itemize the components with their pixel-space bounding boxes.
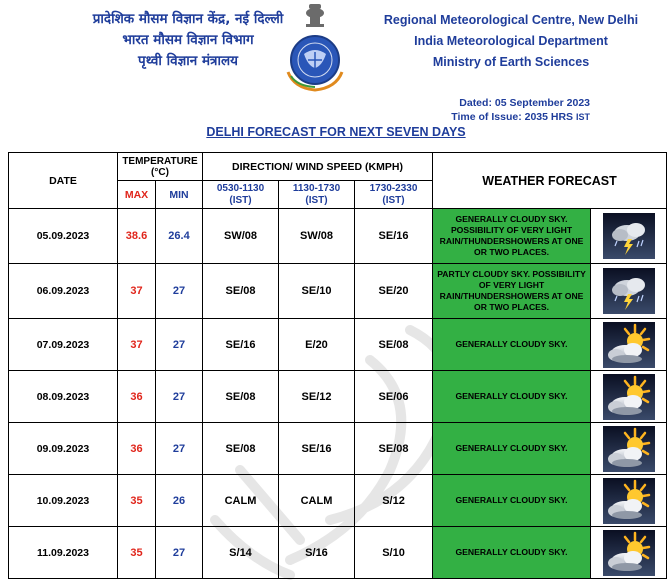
table-row bbox=[9, 527, 667, 579]
min-temp-cell: 27 bbox=[156, 319, 203, 371]
max-temp-cell: 35 bbox=[118, 527, 156, 579]
header-hindi bbox=[88, 9, 288, 72]
wind-slot3-cell: SE/20 bbox=[355, 264, 433, 319]
temperature-label: TEMPERATURE bbox=[122, 155, 198, 167]
wind-slot1-cell: SE/08 bbox=[203, 423, 279, 475]
header-hindi-line-3: पृथ्वी विज्ञान मंत्रालय bbox=[138, 53, 238, 69]
page-title: DELHI FORECAST FOR NEXT SEVEN DAYS bbox=[206, 125, 466, 139]
date-cell: 05.09.2023 bbox=[9, 209, 118, 264]
wind-header: DIRECTION/ WIND SPEED (KMPH) bbox=[203, 153, 433, 181]
forecast-icon-cell bbox=[591, 475, 667, 527]
header-english bbox=[352, 10, 670, 73]
wind-slot1-cell: S/14 bbox=[203, 527, 279, 579]
table-row bbox=[9, 319, 667, 371]
forecast-text-cell: GENERALLY CLOUDY SKY. bbox=[433, 319, 591, 371]
max-temp-cell: 37 bbox=[118, 264, 156, 319]
max-temp-cell: 38.6 bbox=[118, 209, 156, 264]
date-cell: 09.09.2023 bbox=[9, 423, 118, 475]
wind-slot2-cell: SE/12 bbox=[279, 371, 355, 423]
slot2-header bbox=[279, 181, 355, 209]
wind-slot2-cell: CALM bbox=[279, 475, 355, 527]
wind-slot1-cell: SE/08 bbox=[203, 371, 279, 423]
forecast-table bbox=[8, 152, 667, 579]
slot1-time: 0530-1130 bbox=[216, 182, 265, 194]
header-hindi-line-1: प्रादेशिक मौसम विज्ञान केंद्र, नई दिल्ली bbox=[92, 11, 284, 27]
time-of-issue-label: Time of Issue: 2035 HRS bbox=[451, 111, 574, 123]
header-english-line-2: India Meteorological Department bbox=[414, 34, 608, 48]
weather-forecast-header: WEATHER FORECAST bbox=[433, 153, 667, 209]
max-temp-cell: 36 bbox=[118, 423, 156, 475]
issue-info bbox=[451, 96, 590, 124]
wind-slot1-cell: CALM bbox=[203, 475, 279, 527]
max-header: MAX bbox=[118, 181, 156, 209]
sun-behind-cloud-icon bbox=[603, 426, 655, 472]
min-temp-cell: 27 bbox=[156, 423, 203, 475]
temperature-header bbox=[118, 153, 203, 181]
forecast-icon-cell bbox=[591, 209, 667, 264]
header-english-line-1: Regional Meteorological Centre, New Delhi bbox=[383, 13, 639, 27]
wind-slot3-cell: SE/16 bbox=[355, 209, 433, 264]
wind-slot1-cell: SE/08 bbox=[203, 264, 279, 319]
thunderstorm-icon bbox=[603, 213, 655, 259]
max-temp-cell: 37 bbox=[118, 319, 156, 371]
slot1-zone: (IST) bbox=[229, 194, 252, 206]
forecast-text-cell: GENERALLY CLOUDY SKY. bbox=[433, 371, 591, 423]
sun-behind-cloud-icon bbox=[603, 478, 655, 524]
time-of-issue bbox=[451, 110, 590, 124]
forecast-icon-cell bbox=[591, 264, 667, 319]
min-temp-cell: 26 bbox=[156, 475, 203, 527]
wind-slot3-cell: SE/06 bbox=[355, 371, 433, 423]
date-header: DATE bbox=[9, 153, 118, 209]
forecast-text-cell: GENERALLY CLOUDY SKY. bbox=[433, 527, 591, 579]
slot3-zone: (IST) bbox=[382, 194, 405, 206]
slot2-time: 1130-1730 bbox=[292, 182, 341, 194]
forecast-icon-cell bbox=[591, 527, 667, 579]
slot1-header bbox=[203, 181, 279, 209]
date-cell: 06.09.2023 bbox=[9, 264, 118, 319]
wind-slot2-cell: S/16 bbox=[279, 527, 355, 579]
sun-behind-cloud-icon bbox=[603, 322, 655, 368]
sun-behind-cloud-icon bbox=[603, 374, 655, 420]
wind-slot2-cell: SE/16 bbox=[279, 423, 355, 475]
table-row bbox=[9, 371, 667, 423]
forecast-icon-cell bbox=[591, 319, 667, 371]
forecast-text-cell: GENERALLY CLOUDY SKY. bbox=[433, 423, 591, 475]
slot2-zone: (IST) bbox=[305, 194, 328, 206]
min-temp-cell: 27 bbox=[156, 371, 203, 423]
dated-text: Dated: 05 September 2023 bbox=[459, 97, 590, 109]
table-row bbox=[9, 209, 667, 264]
wind-slot2-cell: SE/10 bbox=[279, 264, 355, 319]
wind-slot3-cell: SE/08 bbox=[355, 319, 433, 371]
header-english-line-3: Ministry of Earth Sciences bbox=[432, 55, 590, 69]
forecast-text-cell: GENERALLY CLOUDY SKY. POSSIBILITY OF VERY LIGHT RAIN/THUNDERSHOWERS AT ONE OR TWO PLACES. bbox=[433, 209, 591, 264]
slot3-time: 1730-2330 bbox=[369, 182, 418, 194]
wind-slot3-cell: S/12 bbox=[355, 475, 433, 527]
forecast-icon-cell bbox=[591, 423, 667, 475]
table-row bbox=[9, 264, 667, 319]
wind-slot1-cell: SW/08 bbox=[203, 209, 279, 264]
forecast-text-cell: PARTLY CLOUDY SKY. POSSIBILITY OF VERY LIGHT RAIN/THUNDERSHOWERS AT ONE OR TWO PLACES. bbox=[433, 264, 591, 319]
wind-slot3-cell: S/10 bbox=[355, 527, 433, 579]
header-hindi-line-2: भारत मौसम विज्ञान विभाग bbox=[122, 32, 254, 48]
wind-slot2-cell: SW/08 bbox=[279, 209, 355, 264]
thunderstorm-icon bbox=[603, 268, 655, 314]
table-row bbox=[9, 423, 667, 475]
max-temp-cell: 35 bbox=[118, 475, 156, 527]
forecast-icon-cell bbox=[591, 371, 667, 423]
min-temp-cell: 26.4 bbox=[156, 209, 203, 264]
imd-emblem-icon bbox=[282, 2, 348, 92]
max-temp-cell: 36 bbox=[118, 371, 156, 423]
min-header: MIN bbox=[156, 181, 203, 209]
min-temp-cell: 27 bbox=[156, 527, 203, 579]
wind-slot1-cell: SE/16 bbox=[203, 319, 279, 371]
slot3-header bbox=[355, 181, 433, 209]
date-cell: 11.09.2023 bbox=[9, 527, 118, 579]
header-row-1 bbox=[9, 153, 667, 181]
date-cell: 08.09.2023 bbox=[9, 371, 118, 423]
min-temp-cell: 27 bbox=[156, 264, 203, 319]
forecast-text-cell: GENERALLY CLOUDY SKY. bbox=[433, 475, 591, 527]
wind-slot3-cell: SE/08 bbox=[355, 423, 433, 475]
table-row bbox=[9, 475, 667, 527]
time-of-issue-zone: IST bbox=[575, 112, 590, 122]
date-cell: 07.09.2023 bbox=[9, 319, 118, 371]
date-cell: 10.09.2023 bbox=[9, 475, 118, 527]
sun-behind-cloud-icon bbox=[603, 530, 655, 576]
temperature-unit: (°C) bbox=[151, 166, 169, 178]
wind-slot2-cell: E/20 bbox=[279, 319, 355, 371]
